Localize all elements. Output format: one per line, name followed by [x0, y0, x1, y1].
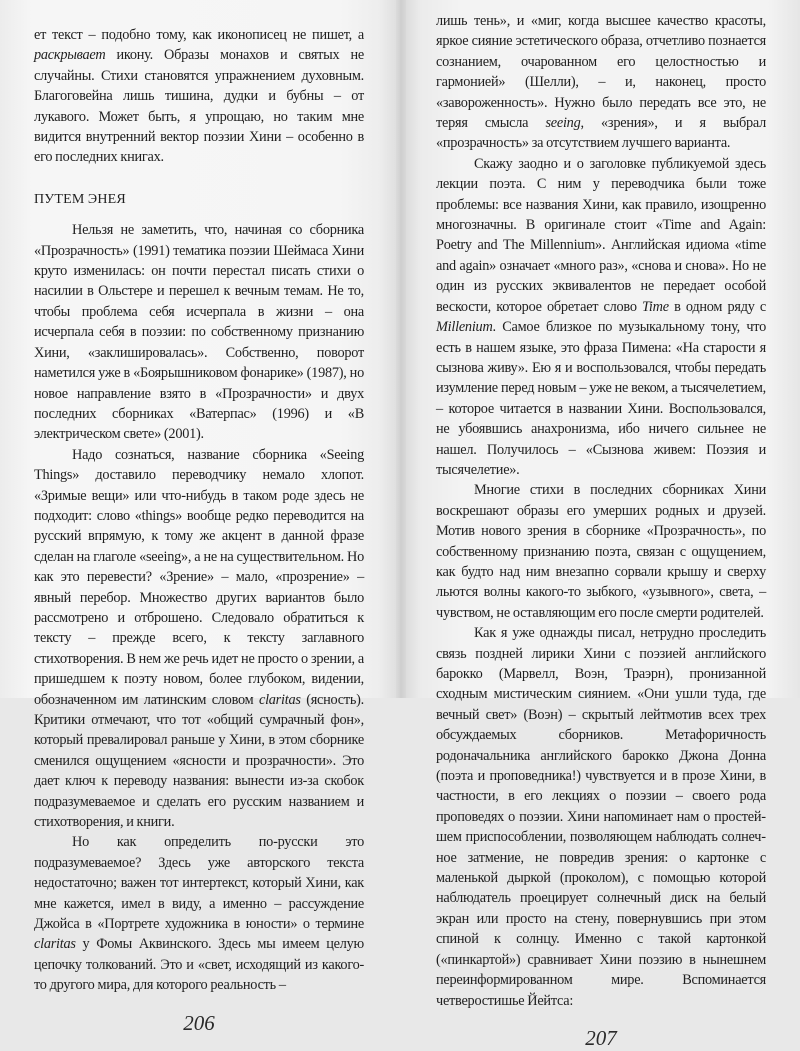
- text-span: лишь тень», и «миг, когда высшее качество красоты, яркое сияние эстетического образа, отчетливо познается сознанием, очарованном его целостностью и гармонией» (Шелли), – и, наконец, просто «завороженность». Нужно было передать все это, не теряя смысла: [436, 13, 766, 132]
- text-span: в одном ряду с: [668, 298, 766, 315]
- paragraph: [34, 445, 364, 833]
- section-heading: ПУТЕМ ЭНЕЯ: [34, 191, 126, 207]
- right-page-body: [436, 11, 766, 1011]
- italic-text: раскрывает: [34, 47, 106, 64]
- paragraph: Нельзя не заметить, что, начиная со сборника «Прозрачность» (1991) тематика поэзии Шеймаса Хини круто изменилась: он почти перестал писать стихи о насилии в Ольстере и перешел к вечным темам. Не то, чтобы проблема себя исчерпала в жизни – она исчерпала себя в поэзии: по собственному признанию Хини, «заклишировалась». Собственно, поворот наметился уже в «Боярышниковом фонарике» (1987), но новое направление взято в «Прозрачности» и двух последних сборниках «Ватерпас» (1996) и «В электрическом свете» (2001).: [34, 222, 364, 443]
- text-span: Скажу заодно и о заголовке публикуемой здесь лекции поэта. С ним у переводчика были тоже проблемы: все названия Хини, как правило, изощренно многозначны. В оригинале стоит «Time and Again: Poetry and The Millennium». Английская идиома «time and again» означает «много раз», «снова и снова». Но не один из русских эквивалентов не передает особой вескости, которое обретает слово: [436, 155, 766, 315]
- left-page-body: [34, 25, 364, 996]
- italic-text: seeing: [545, 115, 581, 132]
- text-span: , «зрения», и я выбрал «прозрачность» за отсутствием лучшего варианта.: [436, 115, 766, 152]
- paragraph: Как я уже однажды писал, нетрудно проследить связь поздней лирики Хини с поэзией английского барокко (Марвелл, Воэн, Траэрн), пронизанной сходным мистическим сиянием. «Они ушли туда, где вечный свет» (Воэн) – скрытый лейтмотив всех трех обсуждаемых сборников. Метафоричность родоначальника английского барокко Джона Донна (поэта и проповедника!) чувствуется и в прозе Хини, в частности, в его лекциях о поэзии – своего рода проповедях о поэзии. Хини напоминает нам о простейшем приспособлении, позволяющем наблюдать солнечное затмение, не повредив зрения: о картонке с маленькой дыркой (проколом), с помощью которой наблюдатель проецирует солнечный диск на белый экран или просто на стену, повернувшись при этом спиной к солнцу. Именно с такой картонкой («пинкартой») сравнивает Хини поэзию в нынешнем переинформированном мире. Вспоминается четверостишье Йейтса:: [436, 625, 766, 1009]
- paragraph: [34, 832, 364, 995]
- italic-text: Time: [642, 298, 669, 315]
- italic-text: claritas: [34, 936, 76, 953]
- page-number: 207: [585, 1025, 617, 1050]
- page-number: 206: [183, 1010, 215, 1035]
- text-span: Но как определить по-русски это подразумеваемое? Здесь уже авторского текста недостаточно; важен тот интертекст, который Хини, как мне кажется, имел в виду, а именно – рассуждение Джойса в «Портрете художника в юности» о термине: [34, 834, 364, 933]
- paragraph: [34, 25, 364, 168]
- paragraph: [436, 154, 766, 481]
- italic-text: claritas: [258, 691, 301, 708]
- left-page: [0, 0, 400, 1035]
- paragraph: Многие стихи в последних сборниках Хини воскрешают образы его умерших родных и друзей. Мотив нового зрения в сборнике «Прозрачность», по собственному признанию поэта, связан с ощущением, как будто над ним внезапно сорвали крышу и сверху льются волны какого-то зыбкого, «узывного», света, – чувством, не оставляющим его после смерти родителей.: [436, 482, 766, 621]
- text-span: Надо сознаться, название сборника «Seeing Things» доставило переводчику немало хлопот. «Зримые вещи» или что-нибудь в таком роде здесь не подходит: слово «things» вообще редко переводится на русский впрямую, к тому же акцент в данной фразе сделан на глаголе «seeing», а не на существительном. Но как это перевести? «Зрение» – мало, «прозрение» – явный перебор. Множество других вариантов было рассмотрено и отброшено. Следовало обратиться к тексту – прежде всего, к тексту заглавного стихотворения. В нем же речь идет не просто о зрении, а пришедшем к поэту новом, более глубоком, видении, обозначенном им латинским словом: [34, 446, 364, 708]
- text-span: ет текст – подобно тому, как иконописец не пишет, а: [34, 27, 364, 43]
- text-span: у Фомы Аквинского. Здесь мы имеем целую цепочку толкований. Это и «свет, исходящий из какого-то другого мира, для которого реальность –: [34, 936, 364, 994]
- paragraph: [436, 11, 766, 154]
- right-page: [400, 0, 800, 1050]
- text-span: (ясность). Критики отмечают, что тот «общий сумрачный фон», который превалировал раньше у Хини, в этом сборнике сменился ощущением «ясности и прозрачности». Это дает ключ к переводу названия: вынести из-за скобок подразумеваемое и сделать его русским названием и стихотворения, и книги.: [34, 691, 365, 831]
- italic-text: Millenium: [436, 319, 493, 336]
- text-span: икону. Образы монахов и святых не случайны. Стихи становятся упражнением духовным. Благоговейна лишь тишина, дудки и бубны – от лукавого. Может быть, я упрощаю, но таким мне видится внутренний вектор поэзии Хини – особенно в его последних книгах.: [34, 47, 364, 166]
- text-span: . Самое близкое по музыкальному тону, что есть в нашем языке, это фраза Пимена: «На старости я сызнова живу». Ею я и воспользовался, чтобы передать изумление перед новым – уже не веком, а тысячелетием, – которое читается в названии Хини. Воспользовался, не убоявшись анахронизма, ибо ничего сильнее не нашел. Получилось – «Сызнова живем: Поэзия и тысячелетие».: [436, 319, 766, 478]
